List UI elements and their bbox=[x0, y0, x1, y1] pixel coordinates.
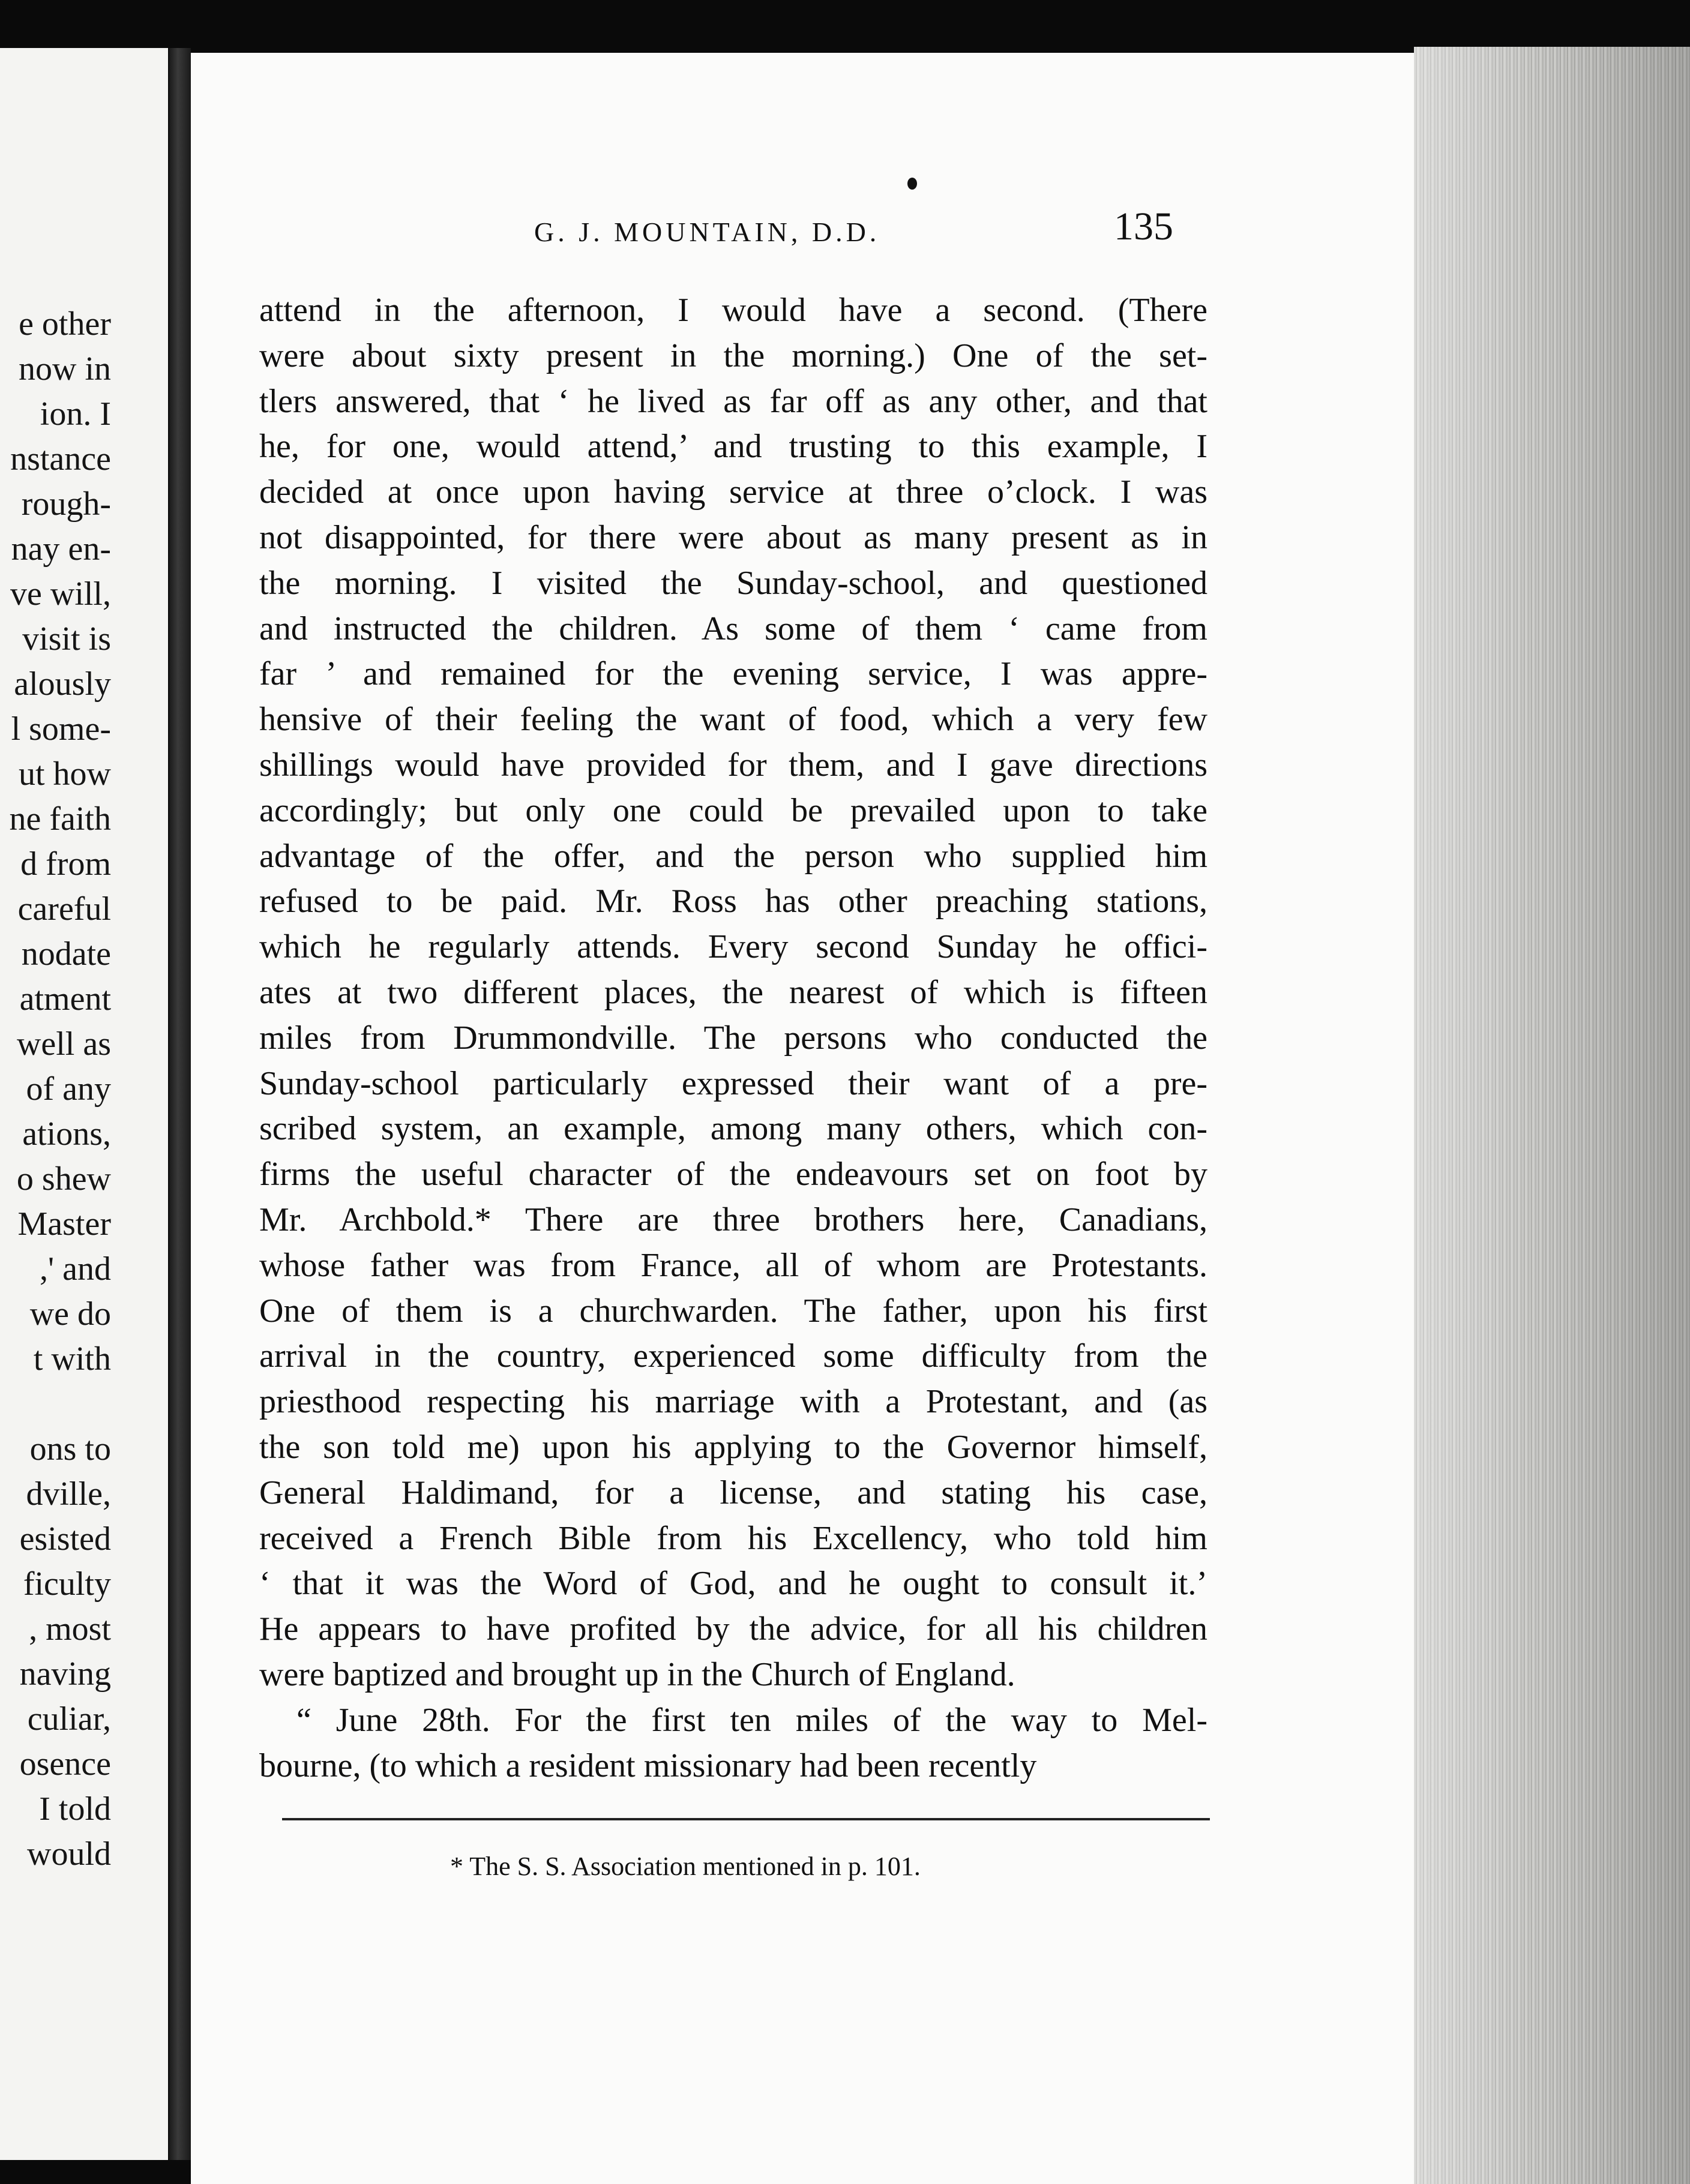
text-line: bourne, (to which a resident missionary had been recently bbox=[259, 1747, 1037, 1784]
text-line: “ June 28th. For the first ten miles of the way to Mel- bbox=[296, 1701, 1207, 1739]
left-page-line: ut how bbox=[19, 755, 111, 793]
left-page-line: we do bbox=[29, 1295, 111, 1333]
text-line: refused to be paid. Mr. Ross has other preaching stations, bbox=[259, 883, 1207, 920]
book-gutter bbox=[169, 48, 191, 2160]
left-page-line: nodate bbox=[21, 935, 111, 973]
text-line: decided at once upon having service at three o’clock. I was bbox=[259, 473, 1207, 511]
text-line: the morning. I visited the Sunday-school, and questioned bbox=[259, 564, 1207, 602]
left-page-line: ion. I bbox=[40, 395, 111, 433]
text-line: hensive of their feeling the want of food, which a very few bbox=[259, 701, 1207, 739]
left-page-line: d from bbox=[20, 845, 111, 883]
text-line: ates at two different places, the nearest of which is fifteen bbox=[259, 973, 1207, 1011]
text-line: tlers answered, that ‘ he lived as far off as any other, and that bbox=[259, 382, 1207, 420]
page-edges bbox=[1414, 47, 1690, 2184]
text-line: arrival in the country, experienced some difficulty from the bbox=[259, 1337, 1207, 1375]
text-line: which he regularly attends. Every second Sunday he offici- bbox=[259, 928, 1207, 966]
left-page-line: well as bbox=[16, 1025, 111, 1063]
left-page-line: o shew bbox=[16, 1160, 111, 1198]
left-page-line: visit is bbox=[22, 620, 111, 658]
left-page-line: nstance bbox=[10, 440, 111, 478]
body-text bbox=[259, 288, 1207, 1789]
text-line: shillings would have provided for them, and I gave directions bbox=[259, 746, 1207, 784]
text-line: Sunday-school particularly expressed their want of a pre- bbox=[259, 1064, 1207, 1102]
left-page-line: careful bbox=[17, 890, 111, 928]
text-line: far ’ and remained for the evening service, I was appre- bbox=[259, 655, 1207, 693]
text-line: whose father was from France, all of whom are Protestants. bbox=[259, 1246, 1207, 1284]
text-line: priesthood respecting his marriage with a Protestant, and (as bbox=[259, 1383, 1207, 1421]
text-line: One of them is a churchwarden. The father, upon his first bbox=[259, 1292, 1207, 1330]
left-page-line: ficulty bbox=[23, 1565, 111, 1603]
left-page-line: atment bbox=[19, 980, 111, 1018]
left-page-line: l some- bbox=[11, 710, 111, 748]
text-line: were about sixty present in the morning.) One of the set- bbox=[259, 337, 1207, 374]
left-page-line: , most bbox=[29, 1610, 111, 1648]
left-page-line: dville, bbox=[26, 1475, 111, 1513]
text-line: accordingly; but only one could be prevailed upon to take bbox=[259, 791, 1207, 829]
running-head: G. J. MOUNTAIN, D.D. bbox=[534, 217, 880, 247]
text-line: attend in the afternoon, I would have a second. (There bbox=[259, 292, 1207, 329]
left-page-line: esisted bbox=[19, 1520, 111, 1558]
left-page-line: nay en- bbox=[11, 530, 111, 568]
footnote-rule bbox=[282, 1818, 1210, 1820]
ink-dot bbox=[907, 178, 917, 190]
text-line: not disappointed, for there were about as many present as in bbox=[259, 518, 1207, 556]
left-page-line: osence bbox=[19, 1745, 111, 1783]
left-page-line: ne faith bbox=[9, 800, 111, 838]
text-line: and instructed the children. As some of them ‘ came from bbox=[259, 610, 1207, 647]
text-line: the son told me) upon his applying to the Governor himself, bbox=[259, 1428, 1207, 1466]
left-page-line: now in bbox=[19, 350, 111, 388]
left-page-line: e other bbox=[19, 305, 111, 343]
left-page-fragment bbox=[0, 48, 168, 2160]
text-line: he, for one, would attend,’ and trusting to this example, I bbox=[259, 428, 1207, 466]
left-page-line: alously bbox=[14, 665, 111, 703]
text-line: advantage of the offer, and the person who supplied him bbox=[259, 837, 1207, 875]
text-line: General Haldimand, for a license, and stating his case, bbox=[259, 1474, 1207, 1511]
left-page-line: rough- bbox=[21, 485, 111, 523]
text-line: Mr. Archbold.* There are three brothers here, Canadians, bbox=[259, 1201, 1207, 1238]
left-page-line: of any bbox=[26, 1070, 111, 1108]
text-line: scribed system, an example, among many others, which con- bbox=[259, 1110, 1207, 1148]
left-page-line: ations, bbox=[22, 1115, 111, 1153]
text-line: firms the useful character of the endeavours set on foot by bbox=[259, 1156, 1207, 1193]
text-line: ‘ that it was the Word of God, and he ought to consult it.’ bbox=[259, 1565, 1207, 1603]
text-line: miles from Drummondville. The persons who conducted the bbox=[259, 1019, 1207, 1057]
left-page-line: would bbox=[27, 1835, 111, 1873]
footnote: * The S. S. Association mentioned in p. 101. bbox=[450, 1852, 921, 1881]
left-page-line: I told bbox=[39, 1790, 111, 1828]
page-number: 135 bbox=[1114, 205, 1173, 248]
left-page-line: culiar, bbox=[27, 1700, 111, 1738]
text-line: received a French Bible from his Excellency, who told him bbox=[259, 1519, 1207, 1557]
left-page-line: Master bbox=[17, 1205, 111, 1243]
left-page-line: t with bbox=[33, 1340, 111, 1378]
text-line: He appears to have profited by the advice, for all his children bbox=[259, 1610, 1207, 1648]
left-page-line: naving bbox=[19, 1655, 111, 1693]
left-page-line: ons to bbox=[29, 1430, 111, 1468]
text-line: were baptized and brought up in the Church of England. bbox=[259, 1655, 1015, 1693]
left-page-line: ,' and bbox=[40, 1250, 111, 1288]
left-page-line: ve will, bbox=[10, 575, 111, 613]
